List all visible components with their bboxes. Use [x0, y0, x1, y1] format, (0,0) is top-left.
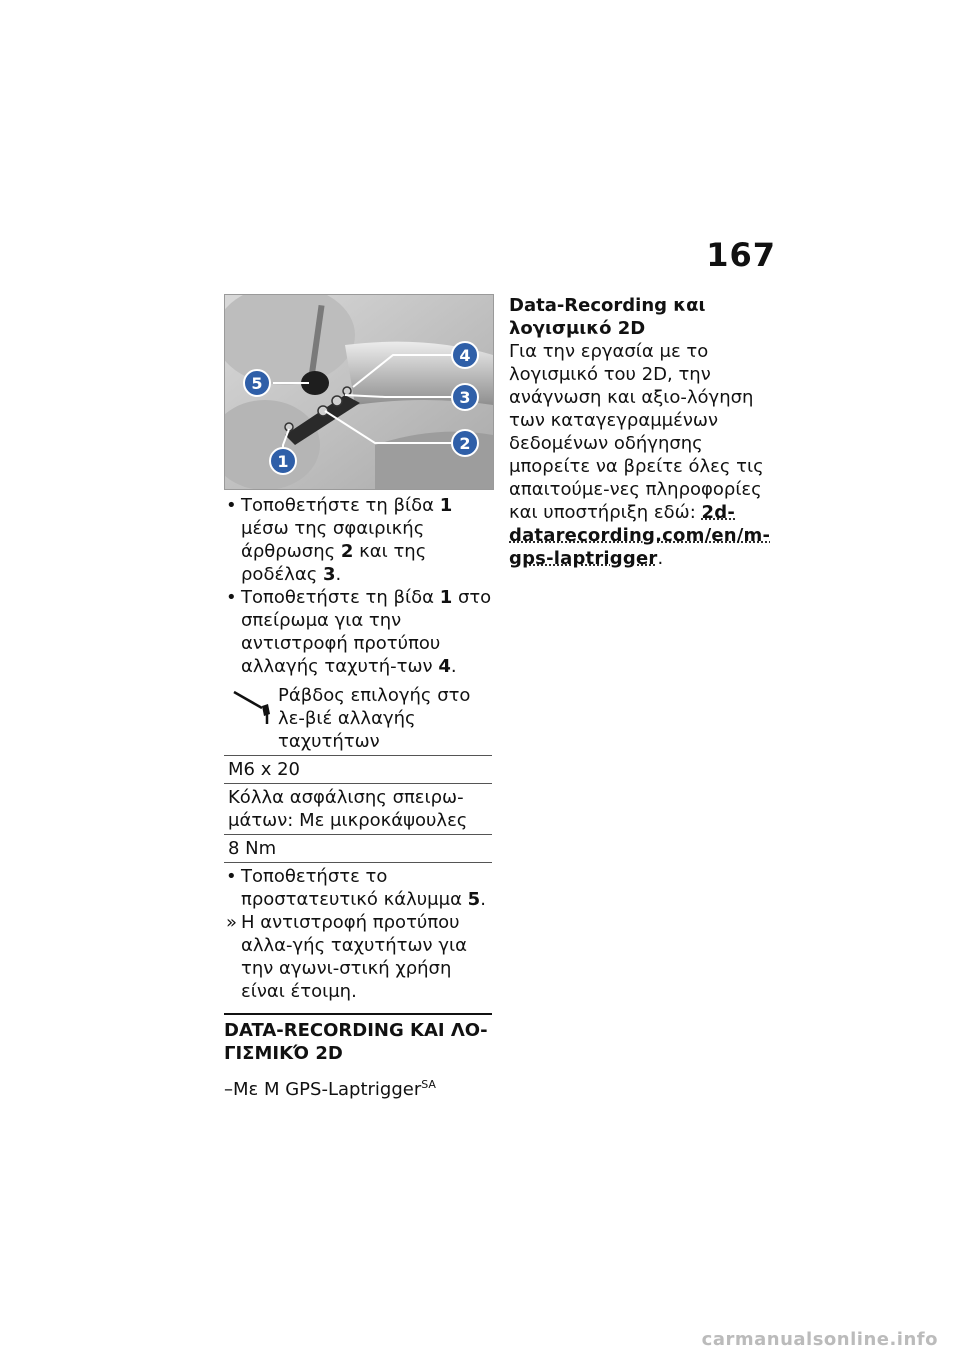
subsection-body: Για την εργασία με το λογισμικό του 2D, την ανάγνωση και αξιο-λόγηση των καταγεγραμμένων δεδομένων οδήγησης μπορείτε να βρείτε όλες τις απαιτούμε-νες πληροφορίες και υποστήριξη εδώ: 2d-datarecording.com/en/m-gps-laptrigger. — [509, 341, 771, 569]
tool-label: Ράβδος επιλογής στο λε-βιέ αλλαγής ταχυτήτων — [278, 685, 471, 752]
wrench-icon — [228, 684, 278, 728]
shift-lever-illustration — [225, 295, 493, 489]
svg-text:5: 5 — [251, 374, 263, 393]
torque-spec-table — [224, 682, 492, 863]
step-screw-into-thread: • Τοποθετήστε τη βίδα 1 στο σπείρωμα για την αντιστροφή προτύπου αλλαγής ταχυτή-των 4. — [226, 587, 492, 677]
section-heading: DATA-RECORDING ΚΑΙ ΛΟ-ΓΙΣΜΙΚΌ 2D — [224, 1013, 492, 1065]
svg-text:4: 4 — [459, 346, 471, 365]
callout-2 — [452, 430, 478, 456]
thread-adhesive: Κόλλα ασφάλισης σπειρω-μάτων: Με μικροκάψουλες — [224, 784, 492, 835]
optional-equipment-line: –Με M GPS-Laptrigger$^{SA}$ — [224, 1078, 436, 1100]
shift-lever-figure — [224, 294, 494, 490]
svg-text:1: 1 — [277, 452, 289, 471]
result-ready: » Η αντιστροφή προτύπου αλλα-γής ταχυτήτων για την αγωνι-στική χρήση είναι έτοιμη. — [226, 912, 467, 1002]
page-number: 167 — [706, 236, 776, 274]
svg-text:3: 3 — [459, 388, 471, 407]
step-screw-through-joint: • Τοποθετήστε τη βίδα 1 μέσω της σφαιρικής άρθρωσης 2 και της ροδέλας 3. — [226, 495, 453, 585]
subsection-title: Data-Recording και λογισμικό 2D — [509, 295, 706, 339]
screw-size: M6 x 20 — [224, 756, 492, 784]
svg-text:2: 2 — [459, 434, 471, 453]
callout-4 — [452, 342, 478, 368]
step-protective-cover: • Τοποθετήστε το προστατευτικό κάλυμμα 5. — [226, 866, 486, 910]
right-column — [509, 294, 779, 570]
left-column — [224, 494, 492, 1101]
torque-value: 8 Nm — [224, 835, 492, 863]
callout-1 — [270, 448, 296, 474]
callout-3 — [452, 384, 478, 410]
watermark: carmanualsonline.info — [701, 1329, 938, 1350]
callout-5 — [244, 370, 270, 396]
datarecording-link[interactable]: 2d-datarecording.com/en/m-gps-laptrigger — [509, 502, 771, 569]
